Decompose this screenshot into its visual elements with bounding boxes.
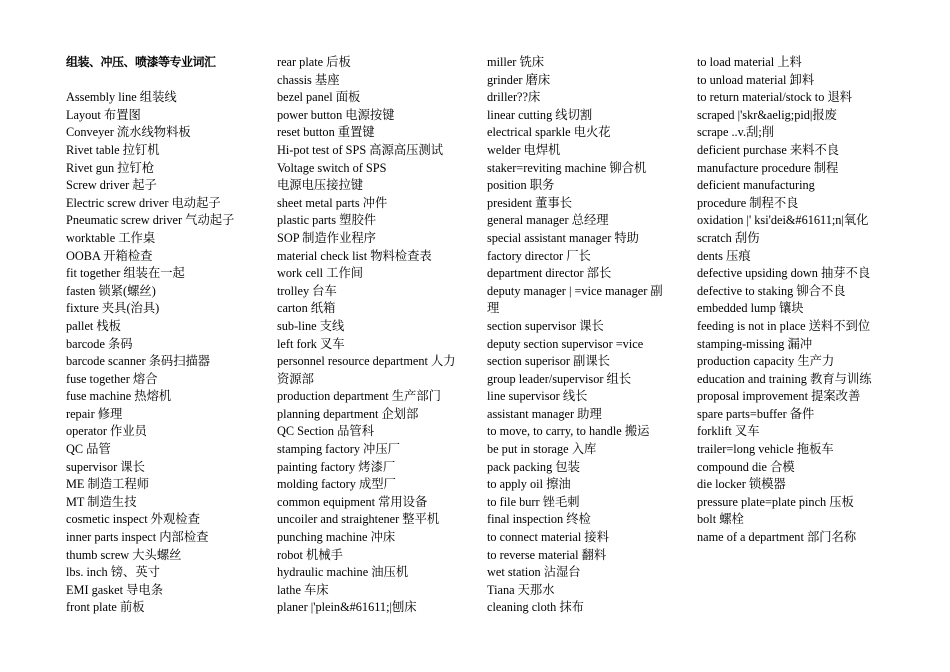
glossary-entry: deficient manufacturing (697, 178, 815, 193)
glossary-entry: assistant manager 助理 (487, 406, 602, 421)
glossary-entry: defective to staking 铆合不良 (697, 283, 846, 298)
glossary-entry: fit together 组装在一起 (66, 266, 185, 281)
glossary-entry: section superisor 副课长 (487, 354, 610, 369)
glossary-entry: punching machine 冲床 (277, 530, 396, 545)
glossary-entry: robot 机械手 (277, 547, 343, 562)
glossary-entry: to file burr 锉毛刺 (487, 494, 580, 509)
glossary-entry: fuse machine 热熔机 (66, 389, 172, 404)
glossary-entry: department director 部长 (487, 266, 612, 281)
glossary-entry: miller 铣床 (487, 55, 545, 69)
glossary-entry: final inspection 终检 (487, 512, 591, 527)
glossary-entry: deputy section supervisor =vice (487, 336, 644, 351)
glossary-entry: general manager 总经理 (487, 213, 609, 228)
glossary-entry: planning department 企划部 (277, 406, 419, 421)
glossary-entry: personnel resource department 人力资源部 (277, 354, 456, 386)
glossary-entry: deficient purchase 来料不良 (697, 142, 840, 157)
glossary-entry: bezel panel 面板 (277, 90, 361, 105)
glossary-entry: defective upsiding down 抽芽不良 (697, 266, 871, 281)
glossary-entry: position 职务 (487, 178, 555, 193)
glossary-entry: group leader/supervisor 组长 (487, 371, 632, 386)
glossary-entry: sheet metal parts 冲件 (277, 195, 388, 210)
glossary-entry: reset button 重置键 (277, 125, 375, 140)
glossary-entry: plastic parts 塑胶件 (277, 213, 377, 228)
glossary-entry: work cell 工作间 (277, 266, 364, 281)
glossary-entry: pack packing 包装 (487, 459, 580, 474)
glossary-entry: production department 生产部门 (277, 389, 441, 404)
glossary-entry: to apply oil 擦油 (487, 477, 571, 492)
glossary-entry: section supervisor 课长 (487, 318, 604, 333)
glossary-entry: cosmetic inspect 外观检查 (66, 512, 200, 527)
glossary-entry: rear plate 后板 (277, 55, 351, 69)
glossary-entry: feeding is not in place 送料不到位 (697, 318, 871, 333)
glossary-entry: staker=reviting machine 铆合机 (487, 160, 647, 175)
glossary-entry: Rivet table 拉钉机 (66, 142, 160, 157)
glossary-entry: fixture 夹具(治具) (66, 301, 160, 316)
glossary-entry: repair 修理 (66, 406, 123, 421)
glossary-entry: Voltage switch of SPS (277, 160, 387, 175)
glossary-entry: inner parts inspect 内部检查 (66, 530, 209, 545)
glossary-entry: spare parts=buffer 备件 (697, 406, 815, 421)
glossary-entry: molding factory 成型厂 (277, 477, 396, 492)
glossary-entry: uncoiler and straightener 整平机 (277, 512, 440, 527)
glossary-entry: president 董事长 (487, 195, 573, 210)
glossary-entry: scraped |'skr&aelig;pid|报废 (697, 107, 837, 122)
glossary-entry: to connect material 接料 (487, 530, 609, 545)
spacer (66, 72, 252, 90)
glossary-entry: die locker 锁模器 (697, 477, 786, 492)
glossary-entry: to move, to carry, to handle 搬运 (487, 424, 650, 439)
glossary-entry: power button 电源按键 (277, 107, 395, 122)
glossary-entry: fasten 锁紧(螺丝) (66, 283, 156, 298)
glossary-entry: Conveyer 流水线物料板 (66, 125, 191, 140)
glossary-entry: lathe 车床 (277, 582, 329, 597)
glossary-entry: pallet 栈板 (66, 318, 121, 333)
glossary-entry: Screw driver 起子 (66, 178, 157, 193)
glossary-entry: factory director 厂长 (487, 248, 591, 263)
glossary-entry: ME 制造工程师 (66, 477, 150, 492)
glossary-entry: 电源电压接拉键 (277, 178, 364, 193)
glossary-entry: proposal improvement 提案改善 (697, 389, 861, 404)
glossary-entry: scratch 刮伤 (697, 230, 760, 245)
glossary-entry: Rivet gun 拉钉枪 (66, 160, 155, 175)
glossary-entry: scrape ..v.刮;削 (697, 125, 775, 140)
glossary-entry: thumb screw 大头螺丝 (66, 547, 182, 562)
glossary-entry: welder 电焊机 (487, 142, 561, 157)
glossary-entry: Assembly line 组装线 (66, 90, 177, 105)
glossary-entry: forklift 叉车 (697, 424, 760, 439)
glossary-column-3 (487, 54, 673, 617)
glossary-entry: line supervisor 线长 (487, 389, 588, 404)
glossary-entry: sub-line 支线 (277, 318, 345, 333)
glossary-entry: deputy manager | =vice manager 副理 (487, 283, 663, 316)
glossary-entry: to unload material 卸料 (697, 72, 815, 87)
glossary-entry: dents 压痕 (697, 248, 751, 263)
glossary-entry: left fork 叉车 (277, 336, 345, 351)
glossary-entry: supervisor 课长 (66, 459, 145, 474)
glossary-entry: stamping factory 冲压厂 (277, 442, 400, 457)
glossary-entry: to reverse material 翻料 (487, 547, 607, 562)
glossary-entry: trailer=long vehicle 拖板车 (697, 442, 834, 457)
glossary-entry: MT 制造生技 (66, 494, 137, 509)
glossary-entry: Layout 布置图 (66, 107, 141, 122)
glossary-entry: to load material 上料 (697, 55, 802, 69)
glossary-entry: barcode 条码 (66, 336, 133, 351)
glossary-entry: QC Section 品管科 (277, 424, 375, 439)
glossary-column-4 (697, 54, 883, 547)
glossary-entry: Pneumatic screw driver 气动起子 (66, 213, 235, 228)
glossary-entry: procedure 制程不良 (697, 195, 799, 210)
glossary-entry: compound die 合模 (697, 459, 795, 474)
glossary-entry: stamping-missing 漏冲 (697, 336, 813, 351)
glossary-entry: QC 品管 (66, 442, 111, 457)
glossary-entry: linear cutting 线切割 (487, 107, 593, 122)
glossary-entry: education and training 教育与训练 (697, 371, 872, 386)
glossary-entry: front plate 前板 (66, 600, 145, 615)
glossary-entry: Hi-pot test of SPS 高源高压测试 (277, 142, 444, 157)
glossary-column-1 (66, 54, 252, 617)
glossary-entry: planer |'plein&#61611;|刨床 (277, 600, 417, 615)
glossary-entry: painting factory 烤漆厂 (277, 459, 396, 474)
document-title: 组装、冲压、喷漆等专业词汇 (66, 55, 216, 69)
glossary-entry: wet station 沾湿台 (487, 565, 581, 580)
glossary-entry: material check list 物料检查表 (277, 248, 432, 263)
glossary-entry: oxidation |' ksi'dei&#61611;n|氧化 (697, 213, 869, 228)
glossary-entry: cleaning cloth 抹布 (487, 600, 584, 615)
glossary-entry: SOP 制造作业程序 (277, 230, 376, 245)
glossary-entry: special assistant manager 特助 (487, 230, 639, 245)
glossary-entry: manufacture procedure 制程 (697, 160, 839, 175)
glossary-entry: lbs. inch 镑、英寸 (66, 565, 160, 580)
glossary-entry: operator 作业员 (66, 424, 147, 439)
glossary-entry: trolley 台车 (277, 283, 337, 298)
glossary-entry: electrical sparkle 电火花 (487, 125, 611, 140)
glossary-entry: carton 纸箱 (277, 301, 336, 316)
glossary-entry: be put in storage 入库 (487, 442, 597, 457)
glossary-entry: bolt 螺栓 (697, 512, 744, 527)
glossary-entry: barcode scanner 条码扫描器 (66, 354, 211, 369)
glossary-entry: to return material/stock to 退料 (697, 90, 853, 105)
glossary-entry: EMI gasket 导电条 (66, 582, 163, 597)
glossary-entry: hydraulic machine 油压机 (277, 565, 409, 580)
glossary-entry: worktable 工作桌 (66, 230, 156, 245)
glossary-entry: name of a department 部门名称 (697, 530, 857, 545)
glossary-column-2 (277, 54, 463, 617)
glossary-entry: driller??床 (487, 90, 541, 105)
glossary-entry: Electric screw driver 电动起子 (66, 195, 221, 210)
glossary-entry: fuse together 熔合 (66, 371, 158, 386)
glossary-entry: OOBA 开箱检查 (66, 248, 153, 263)
glossary-entry: grinder 磨床 (487, 72, 551, 87)
glossary-entry: pressure plate=plate pinch 压板 (697, 494, 854, 509)
glossary-entry: common equipment 常用设备 (277, 494, 428, 509)
glossary-entry: production capacity 生产力 (697, 354, 835, 369)
glossary-entry: chassis 基座 (277, 72, 340, 87)
glossary-entry: Tiana 天那水 (487, 582, 555, 597)
glossary-entry: embedded lump 镶块 (697, 301, 804, 316)
